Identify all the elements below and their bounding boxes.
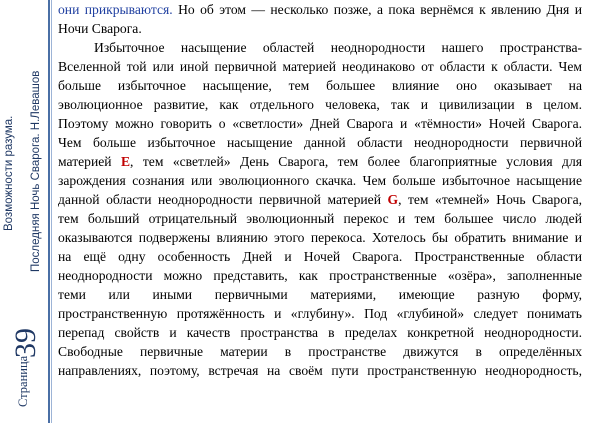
- text-fragment: неоднородности можно представить, как пространственные «озёра», заполненные: [58, 268, 582, 283]
- text-line: [58, 114, 582, 133]
- text-fragment: данной области неоднородности первичной материей: [58, 192, 388, 207]
- text-line: [58, 304, 582, 323]
- text-fragment: Но об этом — несколько позже, а пока вернёмся к явлению Дня и: [172, 2, 582, 17]
- text-line: [58, 209, 582, 228]
- page-body: [58, 0, 582, 380]
- text-fragment: материей: [58, 154, 121, 169]
- text-line: [58, 133, 582, 152]
- page-sidebar: [0, 0, 50, 423]
- text-line: [58, 95, 582, 114]
- text-fragment: на ещё одну особенность Дней и Ночей Сварога. Пространственные области: [58, 249, 582, 264]
- text-fragment: направлениях, поэтому, встречая на своём пути пространственную неоднородность,: [58, 363, 582, 378]
- text-line: [58, 285, 582, 304]
- text-fragment: Ночи Сварога.: [58, 21, 142, 36]
- text-fragment: больше избыточное насыщение, тем большее влияние оно оказывает на: [58, 78, 582, 93]
- text-fragment: Поэтому можно говорить о «светлости» Дней Сварога и «тёмности» Ночей Сварога.: [58, 116, 582, 131]
- text-fragment: теми или иными первичными материями, имеющие разную форму,: [58, 287, 582, 302]
- text-fragment: пространственную протяжённость и «глубину». Под «глубиной» следует понимать: [58, 306, 582, 321]
- text-fragment: , тем «светлей» День Сварога, тем более благоприятные условия для: [130, 154, 582, 169]
- text-fragment: зарождения сознания или эволюционного скачка. Чем больше избыточное насыщение: [58, 173, 582, 188]
- book-subtitle: Последняя Ночь Сварога. Н.Левашов: [30, 70, 42, 272]
- text-line: [58, 266, 582, 285]
- text-fragment: тем больший отрицательный эволюционный перекос и тем большее число людей: [58, 211, 582, 226]
- text-fragment: оказываются подвержены влиянию этого перекоса. Хотелось бы обратить внимание и: [58, 230, 582, 245]
- matter-symbol-g: G: [387, 192, 399, 207]
- text-line: [58, 361, 582, 380]
- text-fragment: эволюционное развитие, как отдельного человека, так и цивилизации в целом.: [58, 97, 582, 112]
- matter-symbol-e: E: [120, 154, 131, 169]
- text-fragment: Чем больше избыточное насыщение данной области неоднородности первичной: [58, 135, 582, 150]
- text-line: [58, 342, 582, 361]
- sidebar-divider: [51, 0, 52, 423]
- paragraph-first-line: [58, 38, 582, 57]
- text-line: [58, 0, 582, 19]
- text-fragment: Избыточное насыщение областей неоднородности нашего пространства-: [94, 40, 582, 55]
- chapter-title: Возможности разума.: [3, 115, 15, 231]
- text-line: [58, 152, 582, 171]
- text-fragment: Свободные первичные материи в пространстве движутся в определённых: [58, 344, 582, 359]
- text-line: [58, 76, 582, 95]
- text-line: [58, 19, 582, 38]
- text-line: [58, 228, 582, 247]
- text-fragment: , тем «темней» Ночь Сварога,: [398, 192, 582, 207]
- text-line: [58, 190, 582, 209]
- page-number: 39: [9, 328, 42, 358]
- text-fragment: перепад свойств и качеств пространства в пределах конкретной неоднородности.: [58, 325, 582, 340]
- text-line: [58, 171, 582, 190]
- page-label: Страница: [16, 355, 30, 407]
- text-fragment: Вселенной той или иной первичной материей неодинаково от области к области. Чем: [58, 59, 582, 74]
- text-fragment: они прикрываются.: [58, 2, 173, 17]
- text-line: [58, 247, 582, 266]
- text-line: [58, 323, 582, 342]
- text-line: [58, 57, 582, 76]
